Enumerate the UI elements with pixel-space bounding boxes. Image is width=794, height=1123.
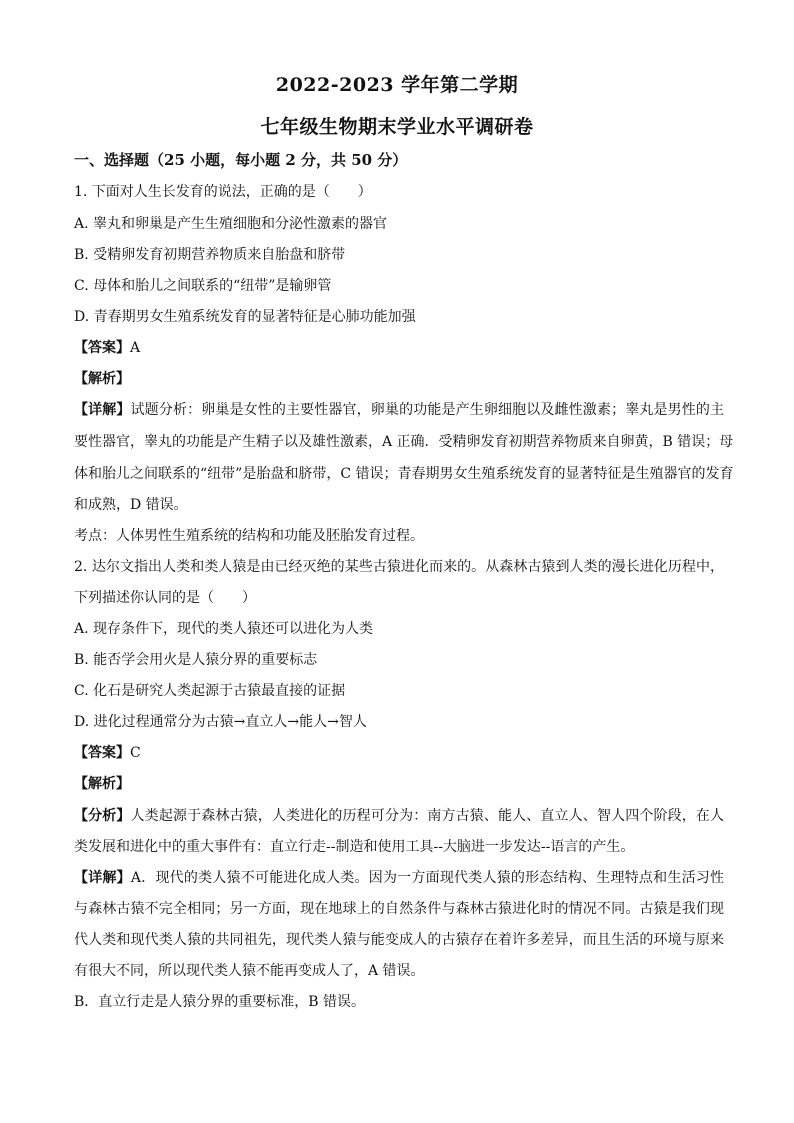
title-year: 2022-2023 学年第二学期 (275, 74, 519, 96)
q1-option-a: A. 睾丸和卵巢是产生生殖细胞和分泌性激素的器官 (74, 216, 388, 232)
detail-text: A．现代的类人猿不可能进化成人类。因为一方面现代类人猿的形态结构、生理特点和生活习性 (130, 870, 725, 886)
q2-detail-line-1 (74, 868, 724, 888)
q1-option-b: B. 受精卵发育初期营养物质来自胎盘和脐带 (74, 247, 346, 263)
answer-value: C (130, 745, 141, 761)
title-main: 七年级生物期末学业水平调研卷 (260, 116, 534, 138)
q1-detail-line-1 (74, 400, 724, 420)
answer-value: A (130, 340, 141, 356)
q2-fenxi-line-1 (74, 806, 724, 826)
fenxi-tag: 【分析】 (74, 808, 131, 824)
q2-option-a: A. 现存条件下，现代的类人猿还可以进化为人类 (74, 621, 374, 637)
q2-analysis-tag (74, 774, 724, 794)
q1-kaodian: 考点：人体男性生殖系统的结构和功能及胚胎发育过程。 (74, 528, 424, 544)
q2-option-d: D. 进化过程通常分为古猿→直立人→能人→智人 (74, 714, 367, 730)
detail-tag: 【详解】 (74, 870, 131, 886)
q2-option-c: C. 化石是研究人类起源于古猿最直接的证据 (74, 683, 346, 699)
q2-detail-line-4: 有很大不同，所以现代类人猿不能再变成人了，A 错误。 (74, 963, 425, 979)
detail-text: 试题分析：卵巢是女性的主要性器官，卵巢的功能是产生卵细胞以及雌性激素；睾丸是男性的主 (130, 402, 725, 418)
analysis-tag: 【解析】 (74, 371, 130, 387)
section-heading-choice: 一、选择题（25 小题，每小题 2 分，共 50 分） (74, 151, 408, 169)
q1-analysis-tag (74, 369, 724, 389)
q1-option-c: C. 母体和胎儿之间联系的“纽带”是输卵管 (74, 278, 332, 294)
q1-option-d: D. 青春期男女生殖系统发育的显著特征是心肺功能加强 (74, 309, 416, 325)
q2-detail-line-3: 代人类和现代类人猿的共同祖先，现代类人猿与能变成人的古猿存在着许多差异，而且生活的环境与原来 (74, 932, 724, 948)
q1-answer (74, 338, 724, 358)
q2-stem-line-2: 下列描述你认同的是（ ） (74, 590, 256, 606)
q2-fenxi-line-2: 类发展和进化中的重大事件有：直立行走--制造和使用工具--大脑进一步发达--语言的产生。 (74, 839, 635, 855)
q1-stem: 1. 下面对人生长发育的说法，正确的是（ ） (74, 184, 372, 200)
q2-stem-line-1: 2. 达尔文指出人类和类人猿是由已经灭绝的某些古猿进化而来的。从森林古猿到人类的漫长进化历程中， (74, 559, 724, 575)
q2-detail-line-2: 与森林古猿不完全相同；另一方面，现在地球上的自然条件与森林古猿进化时的情况不同。古猿是我们现 (74, 901, 724, 917)
q2-answer (74, 743, 724, 763)
q1-detail-line-4: 和成熟，D 错误。 (74, 497, 188, 513)
detail-tag: 【详解】 (74, 402, 131, 418)
q1-detail-line-2: 要性器官，睾丸的功能是产生精子以及雄性激素，A 正确．受精卵发育初期营养物质来自卵黄，B 错误；母 (74, 434, 734, 450)
answer-tag: 【答案】 (74, 340, 130, 356)
q2-detail-line-5: B．直立行走是人猿分界的重要标准，B 错误。 (74, 994, 366, 1010)
q2-option-b: B. 能否学会用火是人猿分界的重要标志 (74, 652, 318, 668)
analysis-tag: 【解析】 (74, 776, 130, 792)
fenxi-text: 人类起源于森林古猿，人类进化的历程可分为：南方古猿、能人、直立人、智人四个阶段，在人 (130, 808, 725, 824)
answer-tag: 【答案】 (74, 745, 130, 761)
q1-detail-line-3: 体和胎儿之间联系的“纽带”是胎盘和脐带，C 错误；青春期男女生殖系统发育的显著特征是生殖器官的发育 (74, 466, 734, 482)
